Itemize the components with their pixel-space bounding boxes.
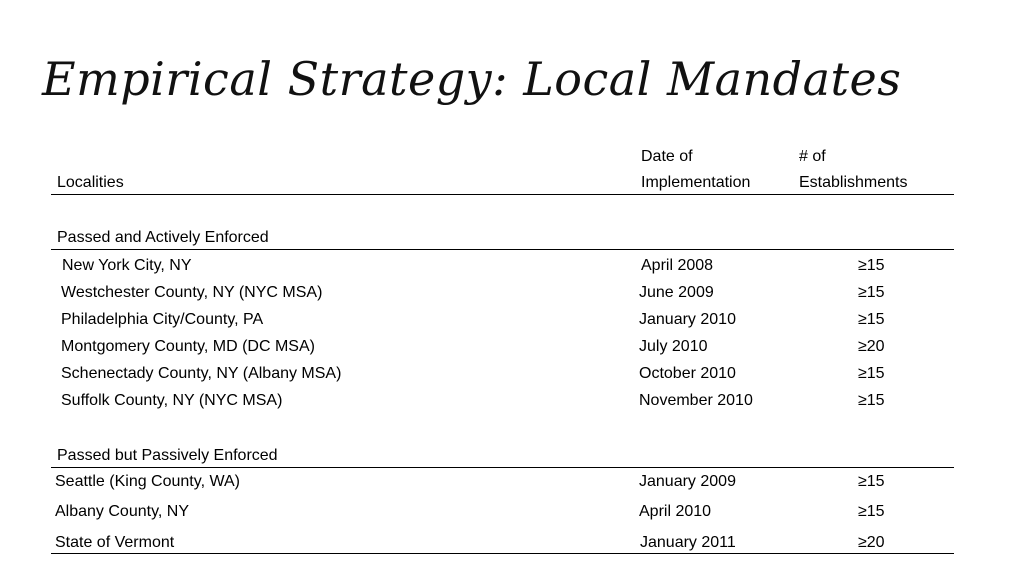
table-row-locality: Seattle (King County, WA) <box>55 473 240 490</box>
table-row-date: October 2010 <box>639 365 736 382</box>
header-count-line1: # of <box>799 148 826 165</box>
table-row-date: January 2009 <box>639 473 736 490</box>
table-row-count: ≥15 <box>858 311 885 328</box>
table-row-date: April 2008 <box>641 257 714 274</box>
section-label-active: Passed and Actively Enforced <box>57 229 269 246</box>
table-row-locality: State of Vermont <box>55 534 175 551</box>
table-row-locality: Philadelphia City/County, PA <box>61 311 264 328</box>
table-row-date: November 2010 <box>639 392 753 409</box>
table-bottom-rule <box>51 553 954 554</box>
table-row-count: ≥15 <box>858 473 885 490</box>
table-row-count: ≥15 <box>858 257 885 274</box>
table-row-locality: New York City, NY <box>62 257 192 274</box>
header-count-line2: Establishments <box>799 174 908 191</box>
table-row-date: January 2011 <box>640 534 736 551</box>
table-row-locality: Montgomery County, MD (DC MSA) <box>61 338 315 355</box>
table-row-date: July 2010 <box>639 338 708 355</box>
table-row-count: ≥15 <box>858 503 885 520</box>
section-rule-passive <box>51 467 954 468</box>
table-row-date: June 2009 <box>639 284 714 301</box>
table-row-count: ≥15 <box>858 284 885 301</box>
header-date-line2: Implementation <box>641 174 751 191</box>
table-row-count: ≥20 <box>858 338 885 355</box>
table-row-locality: Suffolk County, NY (NYC MSA) <box>61 392 283 409</box>
header-localities: Localities <box>57 174 124 191</box>
table-row-locality: Albany County, NY <box>55 503 189 520</box>
header-date-line1: Date of <box>641 148 693 165</box>
table-row-count: ≥20 <box>858 534 885 551</box>
table-row-date: April 2010 <box>639 503 712 520</box>
table-row-locality: Schenectady County, NY (Albany MSA) <box>61 365 342 382</box>
slide-title: Empirical Strategy: Local Mandates <box>42 52 902 106</box>
section-rule-active <box>51 249 954 250</box>
section-label-passive: Passed but Passively Enforced <box>57 447 278 464</box>
table-row-count: ≥15 <box>858 365 885 382</box>
table-row-date: January 2010 <box>639 311 736 328</box>
table-row-locality: Westchester County, NY (NYC MSA) <box>61 284 323 301</box>
header-rule <box>51 194 954 195</box>
table-row-count: ≥15 <box>858 392 885 409</box>
